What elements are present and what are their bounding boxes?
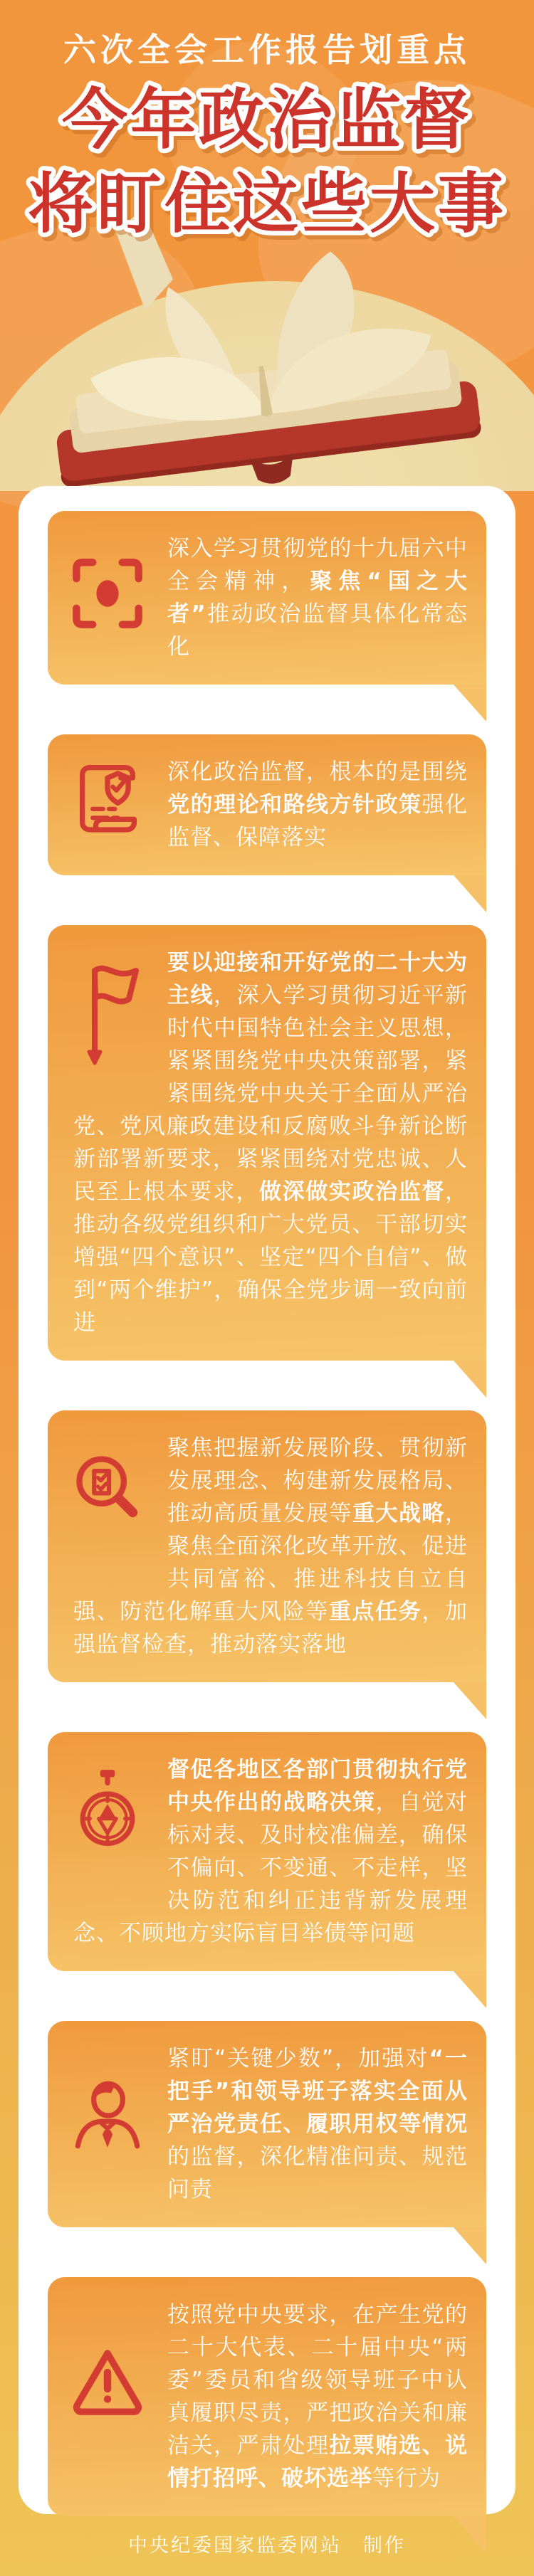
main-title-line2: 将盯住这些大事 — [27, 166, 507, 242]
card-text: 按照党中央要求，在产生党的二十大代表、二十届中央“两委”委员和省级领导班子中认真履职尽责，严把政治关和廉洁关，严肃处理拉票贿选、说情打招呼、破坏选举等行为 — [167, 2302, 468, 2491]
card-text: 督促各地区各部门贯彻执行党中央作出的战略决策，自觉对标对表、及时校准偏差，确保不偏向、不变通、不走样，坚决防范和纠正违背新发展理念、不顾地方实际盲目举债等问题 — [73, 1757, 468, 1946]
card-3 — [48, 925, 486, 1361]
card-2 — [48, 734, 486, 875]
card-7 — [48, 2277, 486, 2516]
footer-credit: 中央纪委国家监委网站 制作 — [128, 2535, 406, 2557]
card-text: 紧盯“关键少数”，加强对“一把手”和领导班子落实全面从严治党责任、履职用权等情况的监督，深化精准问责、规范问责 — [167, 2046, 468, 2202]
card-text: 深化政治监督，根本的是围绕党的理论和路线方针政策强化监督、保障落实 — [167, 759, 468, 850]
card-4 — [48, 1410, 486, 1682]
card-5 — [48, 1732, 486, 1971]
card-text: 深入学习贯彻党的十九届六中全会精神，聚焦“国之大者”推动政治监督具体化常态化 — [167, 536, 468, 660]
kicker-text: 六次全会工作报告划重点 — [63, 31, 471, 69]
main-title — [0, 74, 534, 252]
card-6 — [48, 2021, 486, 2227]
card-text: 聚焦把握新发展阶段、贯彻新发展理念、构建新发展格局、推动高质量发展等重大战略，聚焦全面深化改革开放、促进共同富裕、推进科技自立自强、防范化解重大风险等重点任务，加强监督检查，推动落实落地 — [73, 1435, 468, 1657]
card-text: 要以迎接和开好党的二十大为主线，深入学习贯彻习近平新时代中国特色社会主义思想，紧紧围绕党中央决策部署，紧紧围绕党中央关于全面从严治党、党风廉政建设和反腐败斗争新论断新部署新要求，紧紧围绕对党忠诚、人民至上根本要求，做深做实政治监督，推动各级党组织和广大党员、干部切实增强“四个意识”、坚定“四个自信”、做到“两个维护”，确保全党步调一致向前进 — [73, 950, 468, 1336]
card-1 — [48, 511, 486, 685]
main-title-line1: 今年政治监督 — [61, 82, 473, 158]
content-panel — [19, 486, 515, 2514]
